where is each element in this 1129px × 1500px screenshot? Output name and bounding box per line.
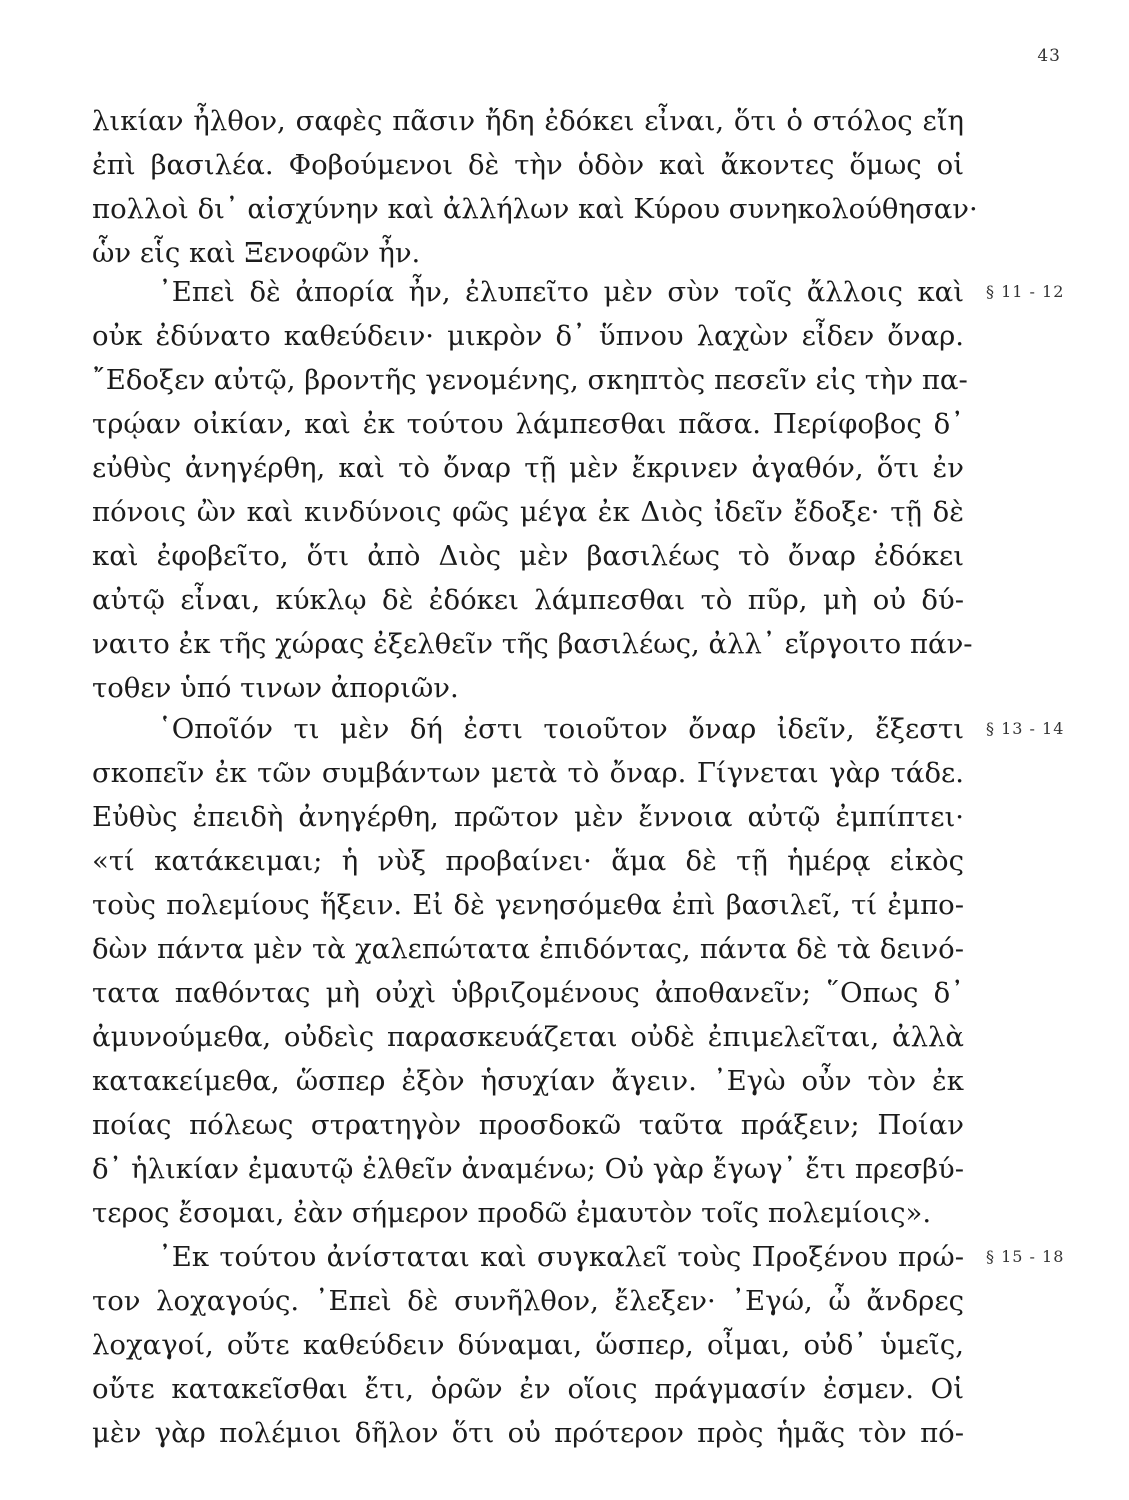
text-line: αὐτῷ εἶναι, κύκλῳ δὲ ἐδόκει λάμπεσθαι τὸ πῦρ, μὴ οὐ δύ- <box>92 584 964 616</box>
text-line: ναιτο ἐκ τῆς χώρας ἐξελθεῖν τῆς βασιλέως, ἀλλ᾽ εἴργοιτο πάν- <box>92 628 973 660</box>
text-line: σκοπεῖν ἐκ τῶν συμβάντων μετὰ τὸ ὄναρ. Γίγνεται γὰρ τάδε. <box>92 757 964 789</box>
text-line: λικίαν ἦλθον, σαφὲς πᾶσιν ἤδη ἐδόκει εἶναι, ὅτι ὁ στόλος εἴη <box>92 105 964 137</box>
text-line: Εὐθὺς ἐπειδὴ ἀνηγέρθη, πρῶτον μὲν ἔννοια αὐτῷ ἐμπίπτει· <box>92 801 964 833</box>
text-line: τον λοχαγούς. ᾽Επεὶ δὲ συνῆλθον, ἔλεξεν· ᾽Εγώ, ὦ ἄνδρες <box>92 1285 964 1317</box>
text-line: τοθεν ὑπό τινων ἀποριῶν. <box>92 672 459 704</box>
text-line: εὐθὺς ἀνηγέρθη, καὶ τὸ ὄναρ τῇ μὲν ἔκρινεν ἀγαθόν, ὅτι ἐν <box>92 452 964 484</box>
text-line: πόνοις ὢν καὶ κινδύνοις φῶς μέγα ἐκ Διὸς ἰδεῖν ἔδοξε· τῇ δὲ <box>92 496 964 528</box>
page-number: 43 <box>1037 46 1061 66</box>
section-reference: § 13 - 14 <box>986 719 1065 738</box>
text-line: ᾽Εκ τούτου ἀνίσταται καὶ συγκαλεῖ τοὺς Προξένου πρώ- <box>158 1241 964 1273</box>
text-line: δὼν πάντα μὲν τὰ χαλεπώτατα ἐπιδόντας, πάντα δὲ τὰ δεινό- <box>92 933 964 965</box>
text-line: μὲν γὰρ πολέμιοι δῆλον ὅτι οὐ πρότερον πρὸς ἡμᾶς τὸν πό- <box>92 1417 964 1449</box>
text-line: «τί κατάκειμαι; ἡ νὺξ προβαίνει· ἅμα δὲ τῇ ἡμέρᾳ εἰκὸς <box>92 845 964 877</box>
text-line: δ᾽ ἡλικίαν ἐμαυτῷ ἐλθεῖν ἀναμένω; Οὐ γὰρ ἔγωγ᾽ ἔτι πρεσβύ- <box>92 1153 964 1185</box>
text-line: πολλοὶ δι᾽ αἰσχύνην καὶ ἀλλήλων καὶ Κύρου συνηκολούθησαν· <box>92 193 978 225</box>
text-line: ῎Εδοξεν αὐτῷ, βροντῆς γενομένης, σκηπτὸς πεσεῖν εἰς τὴν πα- <box>92 364 968 396</box>
text-line: ποίας πόλεως στρατηγὸν προσδοκῶ ταῦτα πράξειν; Ποίαν <box>92 1109 964 1141</box>
text-line: ὧν εἷς καὶ Ξενοφῶν ἦν. <box>92 237 421 269</box>
section-reference: § 11 - 12 <box>986 282 1065 301</box>
text-line: ἀμυνούμεθα, οὐδεὶς παρασκευάζεται οὐδὲ ἐπιμελεῖται, ἀλλὰ <box>92 1021 964 1053</box>
text-line: τερος ἔσομαι, ἐὰν σήμερον προδῶ ἐμαυτὸν τοῖς πολεμίοις». <box>92 1197 932 1229</box>
text-line: καὶ ἐφοβεῖτο, ὅτι ἀπὸ Διὸς μὲν βασιλέως τὸ ὄναρ ἐδόκει <box>92 540 964 572</box>
section-reference: § 15 - 18 <box>986 1247 1065 1266</box>
text-line: λοχαγοί, οὔτε καθεύδειν δύναμαι, ὥσπερ, οἶμαι, οὐδ᾽ ὑμεῖς, <box>92 1329 964 1361</box>
text-line: ᾽Επεὶ δὲ ἀπορία ἦν, ἐλυπεῖτο μὲν σὺν τοῖς ἄλλοις καὶ <box>158 276 964 308</box>
text-line: κατακείμεθα, ὥσπερ ἐξὸν ἡσυχίαν ἄγειν. ᾽Εγὼ οὖν τὸν ἐκ <box>92 1065 964 1097</box>
text-line: τρῴαν οἰκίαν, καὶ ἐκ τούτου λάμπεσθαι πᾶσα. Περίφοβος δ᾽ <box>92 408 964 440</box>
text-line: τατα παθόντας μὴ οὐχὶ ὑβριζομένους ἀποθανεῖν; ῞Οπως δ᾽ <box>92 977 964 1009</box>
text-line: οὐκ ἐδύνατο καθεύδειν· μικρὸν δ᾽ ὕπνου λαχὼν εἶδεν ὄναρ. <box>92 320 964 352</box>
text-line: τοὺς πολεμίους ἥξειν. Εἰ δὲ γενησόμεθα ἐπὶ βασιλεῖ, τί ἐμπο- <box>92 889 964 921</box>
text-line: οὔτε κατακεῖσθαι ἔτι, ὁρῶν ἐν οἵοις πράγμασίν ἐσμεν. Οἱ <box>92 1373 964 1405</box>
text-line: ἐπὶ βασιλέα. Φοβούμενοι δὲ τὴν ὁδὸν καὶ ἄκοντες ὅμως οἱ <box>92 149 964 181</box>
text-line: ῾Οποῖόν τι μὲν δή ἐστι τοιοῦτον ὄναρ ἰδεῖν, ἔξεστι <box>158 713 964 745</box>
